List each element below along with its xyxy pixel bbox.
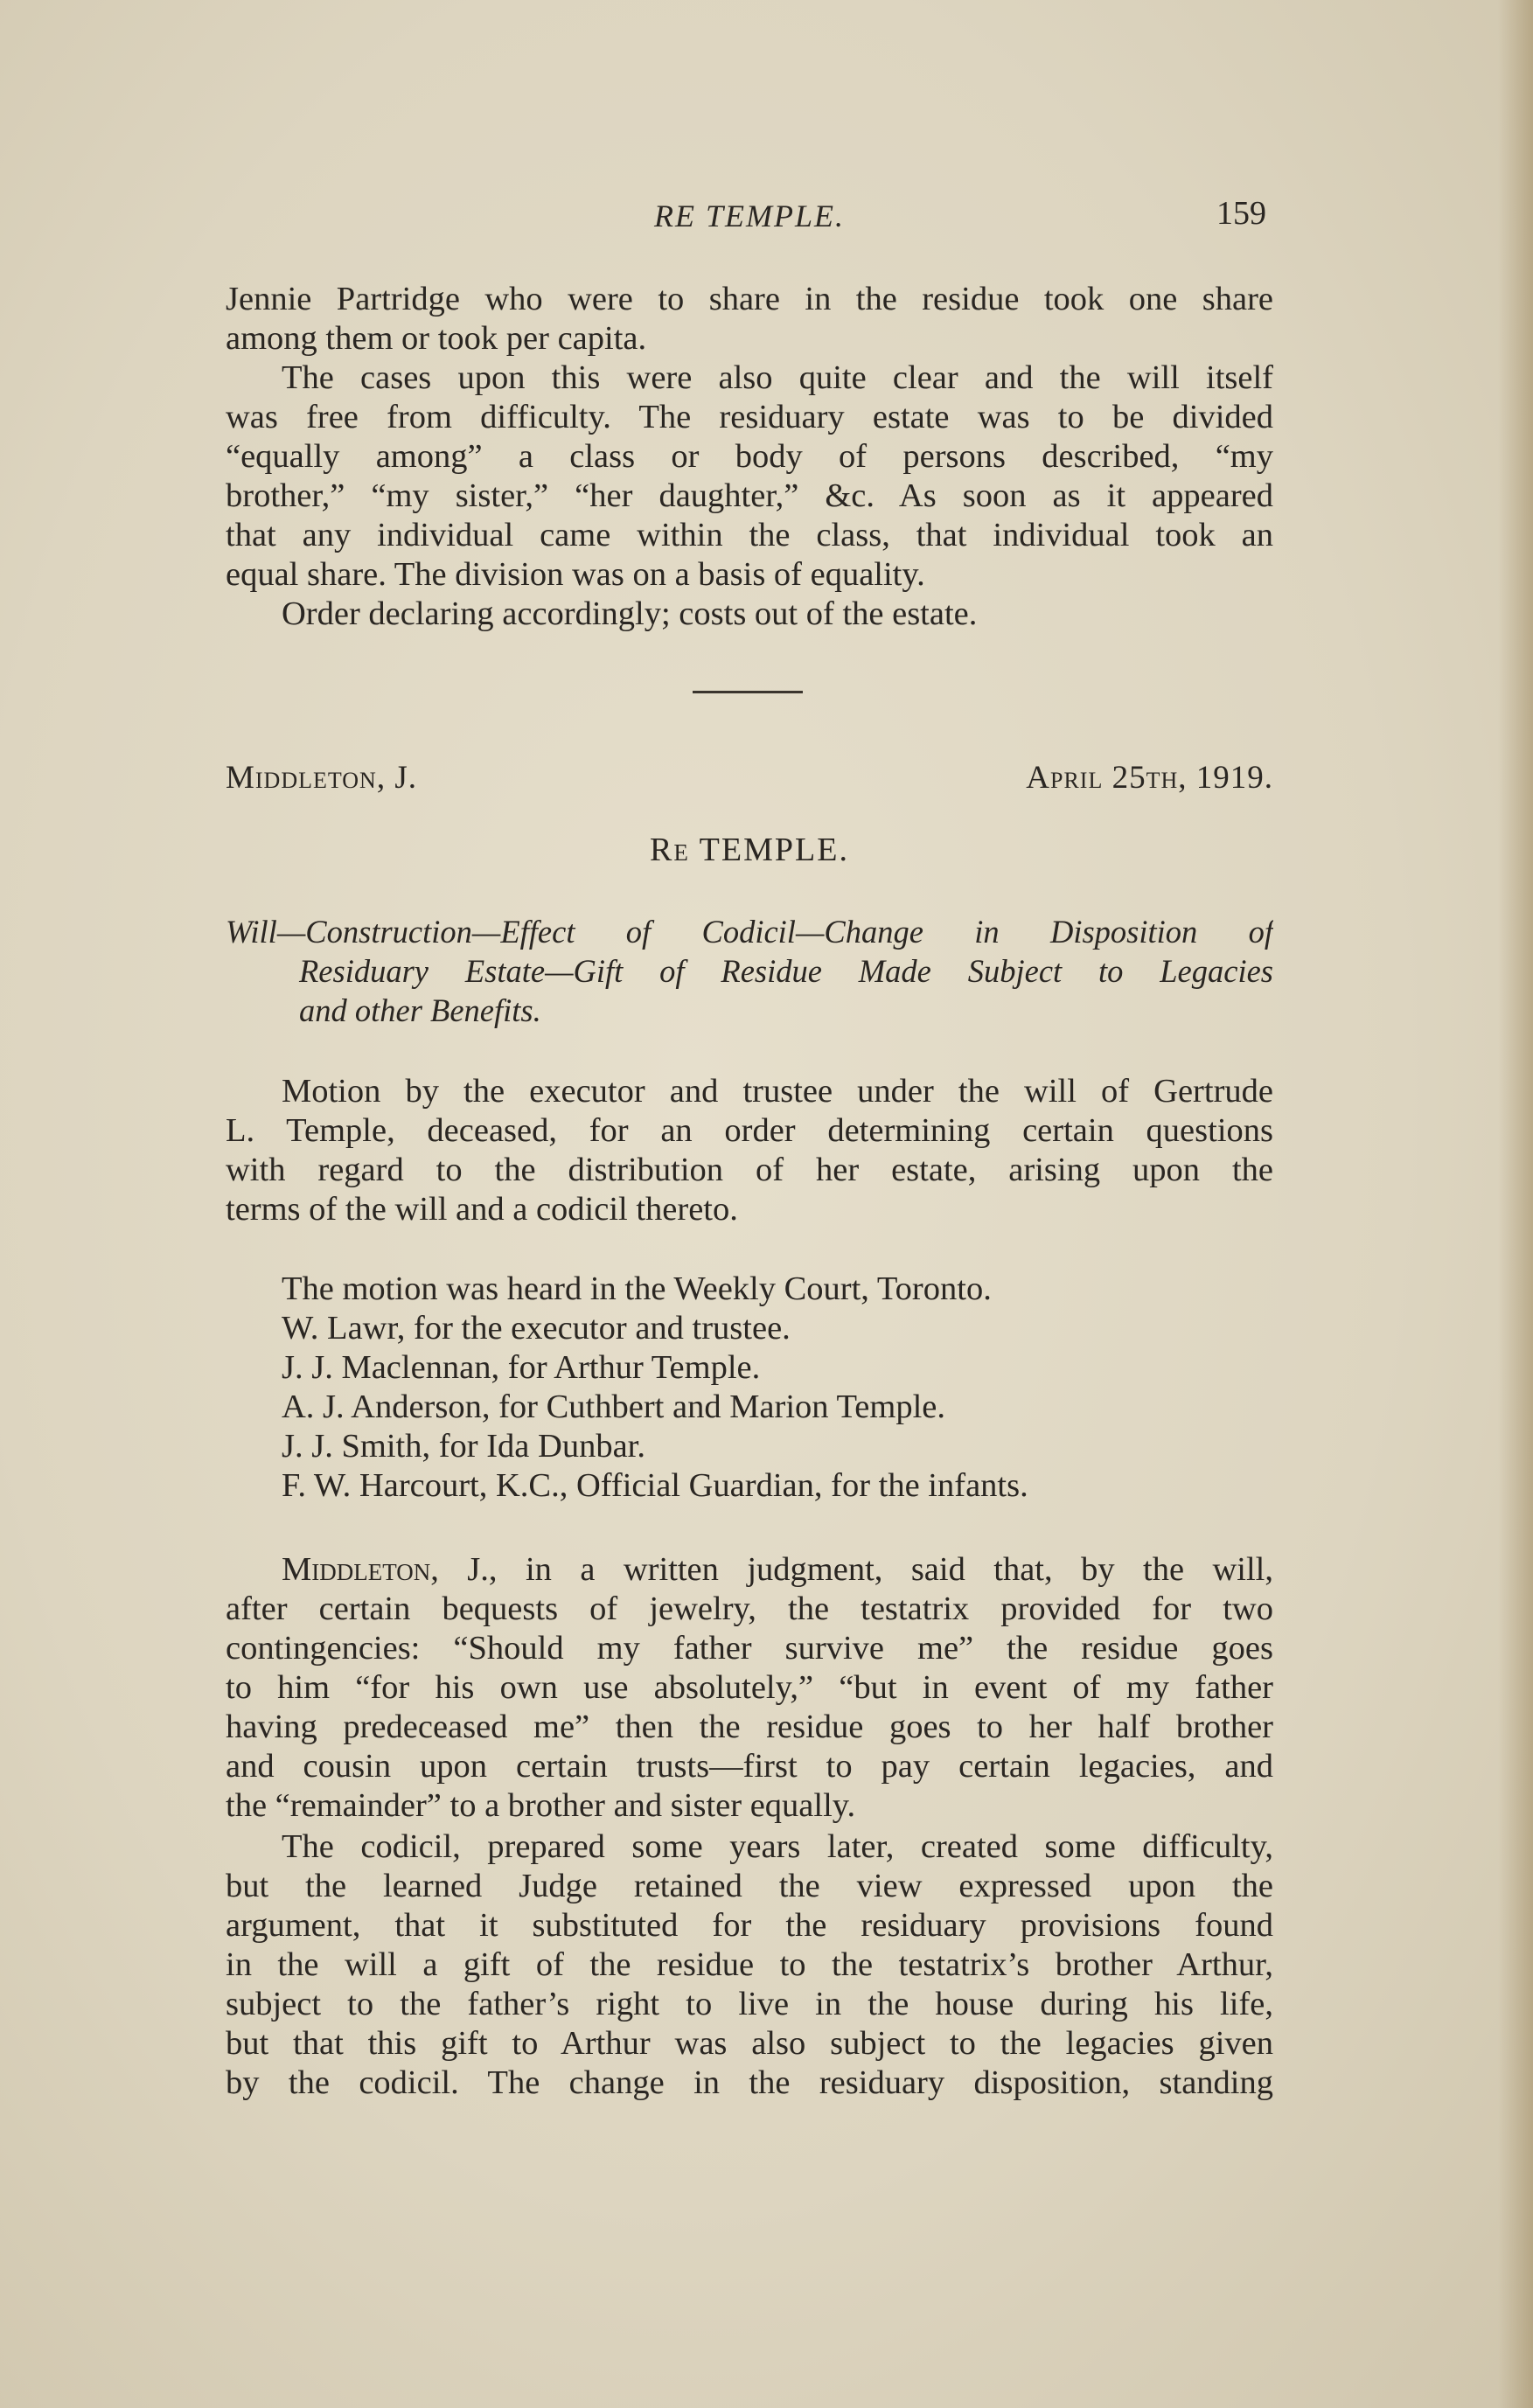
text-line (226, 1550, 1273, 1590)
text-line: was free from difficulty. The residuary estate was to be divided (226, 399, 1273, 435)
judge-name: Middleton, J. (226, 760, 417, 796)
running-head (226, 194, 1273, 238)
counsel-line: F. W. Harcourt, K.C., Official Guardian, for the infants. (282, 1467, 1028, 1504)
section-divider (693, 691, 803, 693)
counsel-line: The motion was heard in the Weekly Court, Toronto. (282, 1270, 992, 1307)
case-heading (226, 759, 1273, 803)
text-line: but that this gift to Arthur was also subject to the legacies given (226, 2025, 1273, 2062)
text-line: by the codicil. The change in the residuary disposition, standing (226, 2064, 1273, 2101)
paragraph-cases (226, 358, 1273, 595)
text-line: brother,” “my sister,” “her daughter,” &c. As soon as it appeared (226, 477, 1273, 514)
case-title: Re TEMPLE. (650, 832, 849, 868)
text-line: terms of the will and a codicil thereto. (226, 1191, 738, 1228)
text-line: argument, that it substituted for the residuary provisions found (226, 1907, 1273, 1944)
text-line: Order declaring accordingly; costs out of the estate. (282, 595, 978, 632)
text-line: and cousin upon certain trusts—first to pay certain legacies, and (226, 1748, 1273, 1785)
headnote-line: Will—Construction—Effect of Codicil—Change in Disposition of (226, 914, 1273, 950)
text-line: that any individual came within the class, that individual took an (226, 517, 1273, 553)
text-line: to him “for his own use absolutely,” “but in event of my father (226, 1669, 1273, 1706)
text-line: but the learned Judge retained the view expressed upon the (226, 1868, 1273, 1904)
page-number: 159 (1216, 195, 1266, 232)
text-line: contingencies: “Should my father survive me” the residue goes (226, 1630, 1273, 1667)
counsel-line: W. Lawr, for the executor and trustee. (282, 1310, 791, 1347)
text-fragment: , J., in a written judgment, said that, by the will, (430, 1551, 1273, 1588)
text-line: having predeceased me” then the residue goes to her half brother (226, 1709, 1273, 1745)
case-date: April 25th, 1919. (1026, 760, 1273, 796)
text-line: after certain bequests of jewelry, the testatrix provided for two (226, 1590, 1273, 1627)
page-edge-shadow (1498, 0, 1533, 2408)
text-line: The cases upon this were also quite clear and the will itself (282, 359, 1273, 396)
text-line: The codicil, prepared some years later, created some difficulty, (282, 1828, 1273, 1865)
text-line: “equally among” a class or body of persons described, “my (226, 438, 1273, 475)
paragraph-continuation (226, 280, 1273, 358)
text-line: the “remainder” to a brother and sister equally. (226, 1787, 856, 1824)
text-line: in the will a gift of the residue to the testatrix’s brother Arthur, (226, 1946, 1273, 1983)
paragraph-judgment-1 (226, 1550, 1273, 1826)
counsel-line: A. J. Anderson, for Cuthbert and Marion Temple. (282, 1388, 945, 1425)
headnote-line: Residuary Estate—Gift of Residue Made Subject to Legacies (299, 953, 1273, 989)
text-line: Jennie Partridge who were to share in the residue took one share (226, 281, 1273, 317)
text-line: among them or took per capita. (226, 320, 647, 357)
counsel-list (226, 1270, 1273, 1506)
judge-name-inline: Middleton (282, 1551, 431, 1588)
counsel-line: J. J. Smith, for Ida Dunbar. (282, 1428, 645, 1465)
paragraph-order (226, 595, 1273, 634)
headnote (226, 912, 1273, 1030)
text-line: with regard to the distribution of her estate, arising upon the (226, 1152, 1273, 1188)
counsel-line: J. J. Maclennan, for Arthur Temple. (282, 1349, 761, 1386)
paragraph-judgment-2 (226, 1827, 1273, 2103)
headnote-line: and other Benefits. (299, 992, 541, 1028)
paragraph-motion (226, 1072, 1273, 1229)
text-line: equal share. The division was on a basis of equality. (226, 556, 925, 593)
running-title: RE TEMPLE. (654, 198, 845, 233)
text-line: L. Temple, deceased, for an order determining certain questions (226, 1112, 1273, 1149)
text-line: subject to the father’s right to live in the house during his life, (226, 1986, 1273, 2022)
text-line: Motion by the executor and trustee under the will of Gertrude (282, 1073, 1273, 1110)
